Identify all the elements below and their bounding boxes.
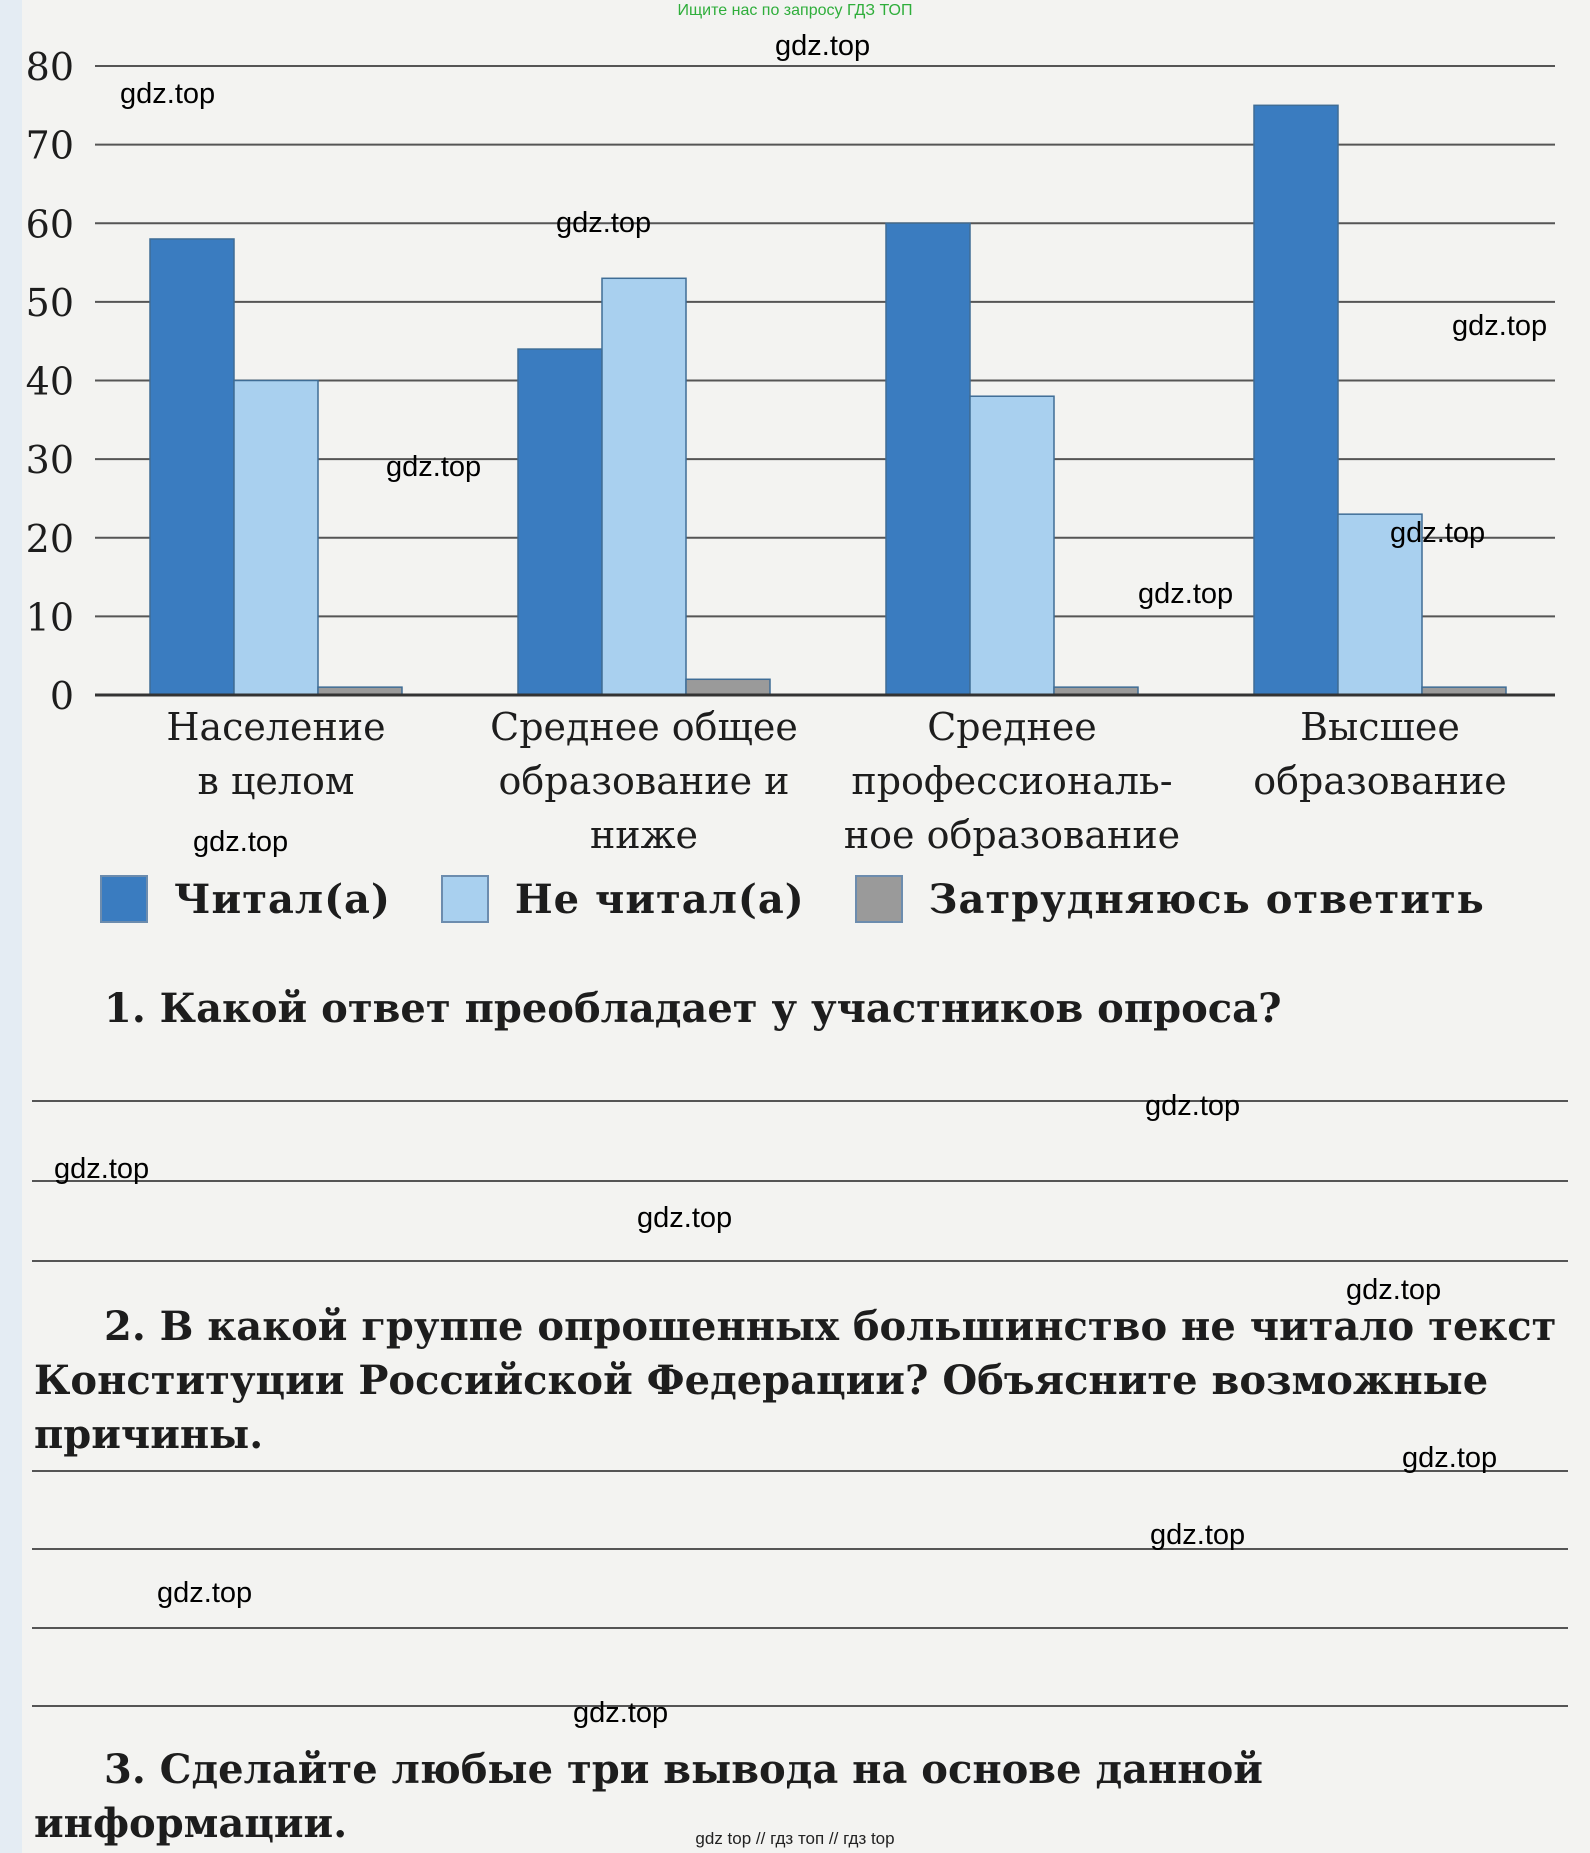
legend-label-hard-to-say: Затрудняюсь ответить	[928, 875, 1485, 923]
bar	[970, 396, 1054, 695]
watermark: gdz.top	[1346, 1274, 1442, 1306]
watermark: gdz.top	[556, 207, 652, 239]
answer-line	[32, 1627, 1568, 1629]
header-note: Ищите нас по запросу ГДЗ ТОП	[677, 2, 913, 19]
x-category-label: Высшее образование	[1253, 705, 1507, 803]
y-tick-label: 0	[49, 674, 74, 718]
watermark: gdz.top	[1452, 310, 1548, 342]
legend-label-read: Читал(а)	[174, 875, 391, 923]
bar	[886, 223, 970, 695]
bar-chart	[0, 0, 1590, 720]
answer-line	[32, 1260, 1568, 1262]
question-2: 2. В какой группе опрошенных большинство не читало текст Конституции Российской Федерации? Объясните возможные причины.	[34, 1303, 1557, 1458]
watermark: gdz.top	[386, 451, 482, 483]
watermark: gdz.top	[1150, 1519, 1246, 1551]
y-tick-label: 60	[25, 202, 74, 247]
question-3: 3. Сделайте любые три вывода на основе данной информации.	[34, 1746, 1263, 1847]
bar	[686, 679, 770, 695]
bar	[234, 381, 318, 696]
legend-swatch-read	[100, 875, 148, 923]
legend-swatch-hard-to-say	[855, 875, 903, 923]
watermark: gdz.top	[637, 1202, 733, 1234]
y-tick-label: 20	[25, 516, 74, 561]
legend-label-not-read: Не читал(а)	[514, 875, 805, 923]
chart-legend	[100, 875, 1560, 923]
bar	[150, 239, 234, 695]
x-category-label: Среднее общее образование и ниже	[490, 705, 798, 857]
legend-item-not-read	[441, 875, 805, 923]
answer-line	[32, 1470, 1568, 1472]
answer-line	[32, 1100, 1568, 1102]
y-tick-label: 70	[25, 123, 74, 168]
legend-item-read	[100, 875, 391, 923]
y-tick-label: 10	[25, 595, 74, 640]
watermark: gdz.top	[157, 1577, 253, 1609]
bar	[1254, 105, 1338, 695]
answer-line	[32, 1180, 1568, 1182]
watermark: gdz.top	[120, 78, 216, 110]
y-tick-label: 80	[25, 45, 74, 89]
footer-note: gdz top // гдз топ // гдз top	[695, 1829, 895, 1848]
legend-item-hard-to-say	[855, 875, 1485, 923]
x-category-label: Среднее профессиональ- ное образование	[843, 705, 1181, 857]
y-tick-label: 30	[25, 438, 74, 483]
x-category-label: Население в целом	[166, 705, 386, 803]
watermark: gdz.top	[54, 1153, 150, 1185]
watermark: gdz.top	[775, 30, 871, 62]
watermark: gdz.top	[573, 1697, 669, 1729]
answer-line	[32, 1705, 1568, 1707]
answer-line	[32, 1548, 1568, 1550]
watermark: gdz.top	[1138, 578, 1234, 610]
bar	[602, 278, 686, 695]
y-tick-label: 50	[25, 280, 74, 325]
watermark: gdz.top	[1145, 1090, 1241, 1122]
watermark: gdz.top	[1402, 1442, 1498, 1474]
legend-swatch-not-read	[441, 875, 489, 923]
bar	[518, 349, 602, 695]
y-tick-label: 40	[25, 359, 74, 404]
watermark: gdz.top	[1390, 517, 1486, 549]
watermark: gdz.top	[193, 826, 289, 858]
question-1: 1. Какой ответ преобладает у участников опроса?	[104, 985, 1282, 1032]
